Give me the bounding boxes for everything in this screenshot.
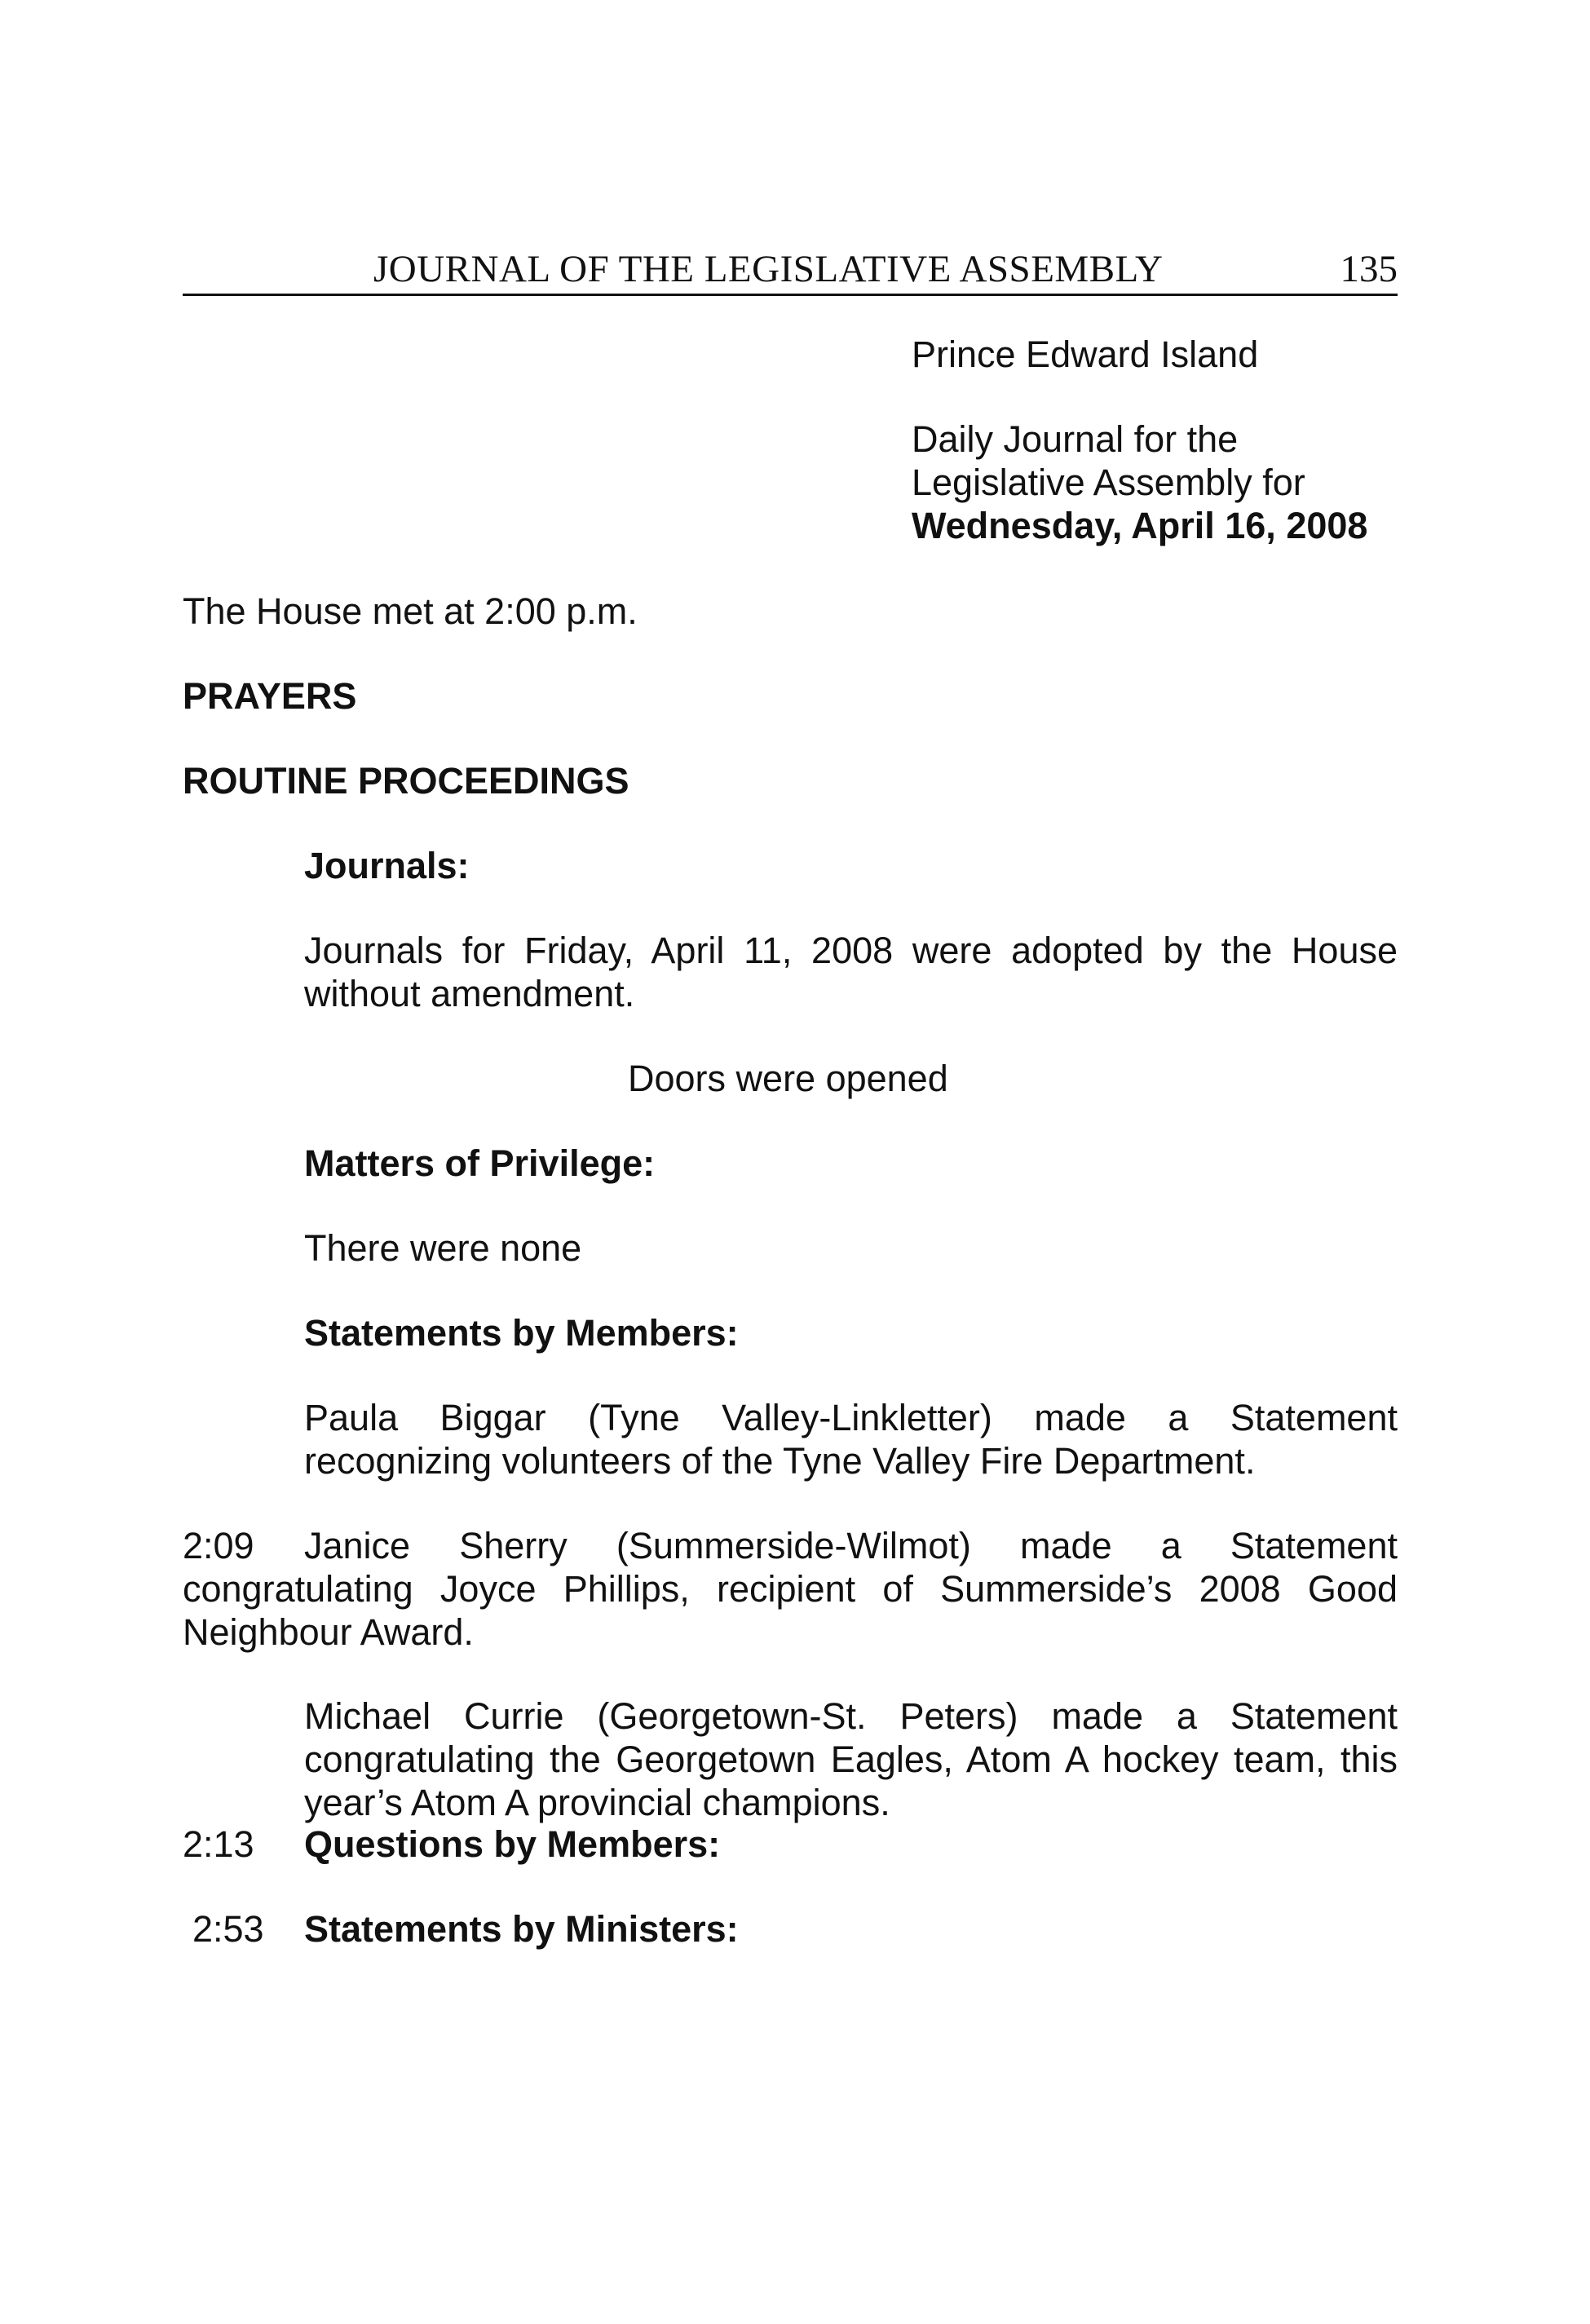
privilege-heading: Matters of Privilege: — [304, 1142, 656, 1184]
statements-by-members-heading: Statements by Members: — [304, 1312, 739, 1354]
page-number: 135 — [1340, 248, 1398, 290]
statement-time-2-09: 2:09 — [183, 1525, 254, 1566]
running-header-title: JOURNAL OF THE LEGISLATIVE ASSEMBLY — [373, 248, 1164, 290]
ministers-time: 2:53 — [192, 1908, 264, 1950]
privilege-text: There were none — [304, 1227, 582, 1269]
prayers-heading: PRAYERS — [183, 675, 357, 717]
member-statement-biggar: Paula Biggar (Tyne Valley-Linkletter) made a Statement recognizing volunteers of the Tyne Valley Fire Department. — [304, 1397, 1398, 1482]
doors-opened-text: Doors were opened — [628, 1058, 948, 1099]
member-statement-currie: Michael Currie (Georgetown-St. Peters) made a Statement congratulating the Georgetown Eagles, Atom A hockey team, this year’s Atom A provincial champions. — [304, 1695, 1398, 1823]
statements-by-ministers-heading: Statements by Ministers: — [304, 1908, 739, 1950]
questions-time: 2:13 — [183, 1823, 254, 1865]
journals-paragraph: Journals for Friday, April 11, 2008 were adopted by the House without amendment. — [304, 930, 1398, 1014]
questions-by-members-heading: Questions by Members: — [304, 1823, 721, 1865]
journal-title-line-2: Legislative Assembly for — [912, 462, 1305, 503]
journals-heading: Journals: — [304, 845, 470, 886]
routine-proceedings-heading: ROUTINE PROCEEDINGS — [183, 760, 629, 802]
house-met-text: The House met at 2:00 p.m. — [183, 590, 638, 632]
journal-date: Wednesday, April 16, 2008 — [912, 505, 1368, 546]
running-header — [183, 245, 1398, 296]
member-statement-sherry: Janice Sherry (Summerside-Wilmot) made a Statement congratulating Joyce Phillips, recipient of Summerside’s 2008 Good Neighbour Award. — [183, 1525, 1398, 1653]
journal-title-line-1: Daily Journal for the — [912, 418, 1239, 460]
province-name: Prince Edward Island — [912, 334, 1259, 375]
